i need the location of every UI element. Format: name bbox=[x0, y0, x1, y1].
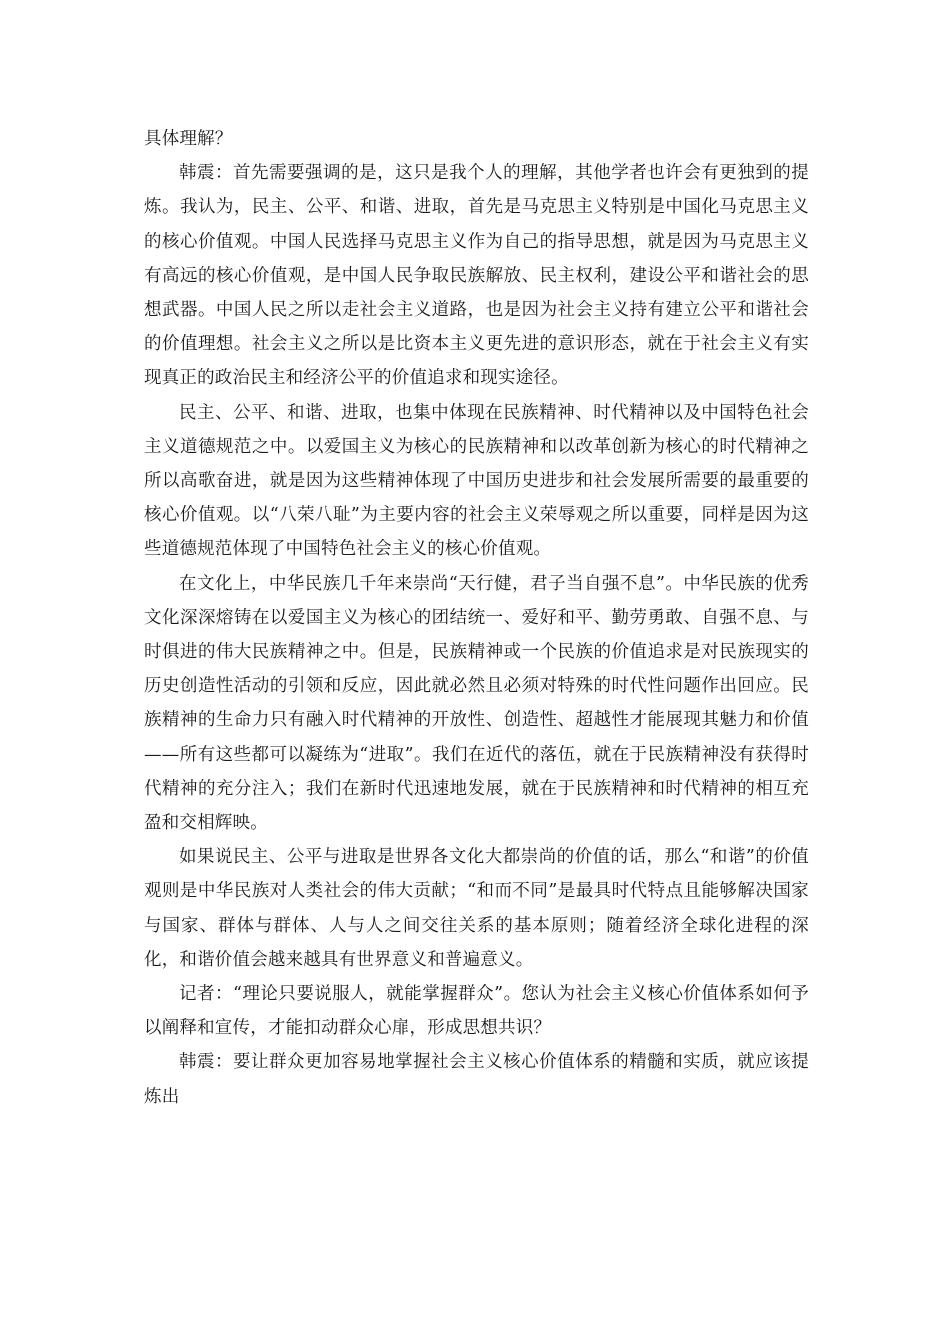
paragraph-harmony: 如果说民主、公平与进取是世界各文化大都崇尚的价值的话，那么“和谐”的价值观则是中华民族对人类社会的伟大贡献；“和而不同”是最具时代特点且能够解决国家与国家、群体与群体、人与人之间交往关系的基本原则；随着经济全球化进程的深化，和谐价值会越来越具有世界意义和普遍意义。 bbox=[144, 847, 809, 970]
paragraph-continuation: 具体理解？ bbox=[144, 129, 233, 149]
paragraph-answer-intro: 韩震：首先需要强调的是，这只是我个人的理解，其他学者也许会有更独到的提炼。我认为，民主、公平、和谐、进取，首先是马克思主义特别是中国化马克思主义的核心价值观。中国人民选择马克思主义作为自己的指导思想，就是因为马克思主义有高远的核心价值观，是中国人民争取民族解放、民主权利，建设公平和谐社会的思想武器。中国人民之所以走社会主义道路，也是因为社会主义持有建立公平和谐社会的价值理想。社会主义之所以是比资本主义更先进的意识形态，就在于社会主义有实现真正的政治民主和经济公平的价值追求和现实途径。 bbox=[144, 163, 809, 389]
paragraph-answer-start: 韩震：要让群众更加容易地掌握社会主义核心价值体系的精髓和实质，就应该提炼出 bbox=[144, 1052, 809, 1107]
paragraph-culture: 在文化上，中华民族几千年来崇尚“天行健，君子当自强不息”。中华民族的优秀文化深深熔铸在以爱国主义为核心的团结统一、爱好和平、勤劳勇敢、自强不息、与时俱进的伟大民族精神之中。但是，民族精神或一个民族的价值追求是对民族现实的历史创造性活动的引领和反应，因此就必然且必须对特殊的时代性问题作出回应。民族精神的生命力只有融入时代精神的开放性、创造性、超越性才能展现其魅力和价值——所有这些都可以凝练为“进取”。我们在近代的落伍，就在于民族精神没有获得时代精神的充分注入；我们在新时代迅速地发展，就在于民族精神和时代精神的相互充盈和交相辉映。 bbox=[144, 573, 809, 834]
document-body bbox=[144, 122, 809, 1114]
paragraph-national-spirit: 民主、公平、和谐、进取，也集中体现在民族精神、时代精神以及中国特色社会主义道德规范之中。以爱国主义为核心的民族精神和以改革创新为核心的时代精神之所以高歌奋进，就是因为这些精神体现了中国历史进步和社会发展所需要的最重要的核心价值观。以“八荣八耻”为主要内容的社会主义荣辱观之所以重要，同样是因为这些道德规范体现了中国特色社会主义的核心价值观。 bbox=[144, 402, 809, 560]
paragraph-reporter-question: 记者：“理论只要说服人，就能掌握群众”。您认为社会主义核心价值体系如何予以阐释和宣传，才能扣动群众心扉，形成思想共识？ bbox=[144, 984, 809, 1039]
